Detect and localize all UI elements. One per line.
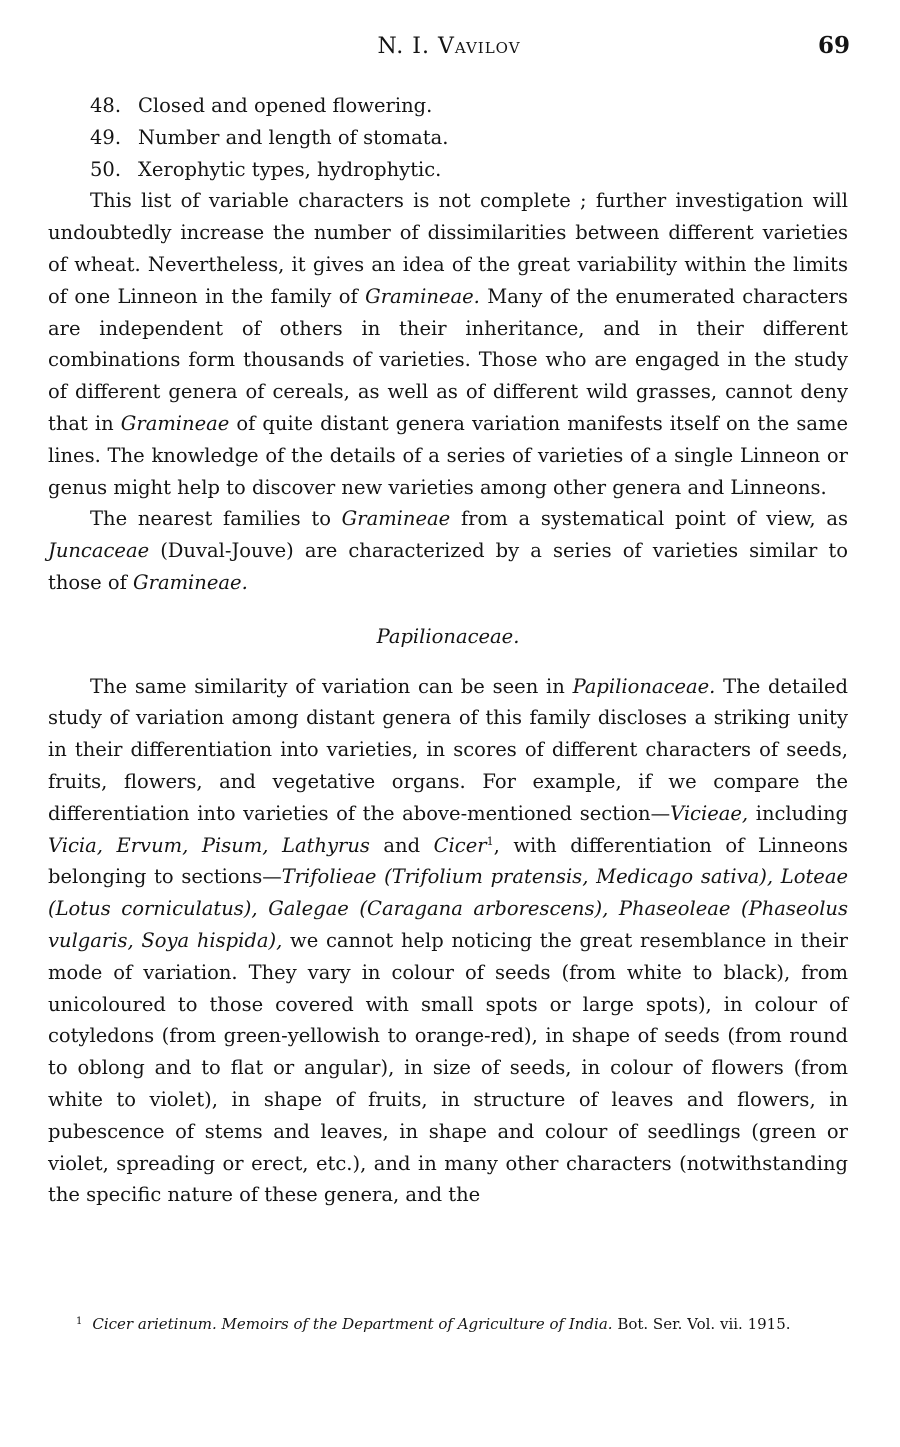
footnote-mark: 1 (76, 1316, 83, 1327)
running-header (48, 30, 850, 70)
list-item: 49. Number and length of stomata. (90, 125, 449, 149)
paragraph-nearest-families: The nearest families to Gramineae from a systematical point of view, as Juncaceae (Duval-Jouve) are characterized by a series of varieties similar to those of Gramineae. (48, 507, 848, 594)
list-item: 48. Closed and opened flowering. (90, 94, 433, 117)
footnote-reference[interactable]: 1 (486, 834, 494, 848)
author-initials: N. I. (377, 34, 438, 59)
author-surname: Vavilov (437, 34, 521, 59)
footnote: $^1$ Cicer arietinum. Memoirs of the Department of Agriculture of India. Bot. Ser. Vol. vii. 1915. (76, 1315, 791, 1333)
paragraph-papilionaceae: The same similarity of variation can be seen in Papilionaceae. The detailed study of variation among distant genera of this family discloses a striking unity in their differentiation into varieties, in scores of different characters of seeds, fruits, flowers, and vegetative organs. For example, if we compare the differentiation into varieties of the above-mentioned section—Vicieae, including Vicia, Ervum, Pisum, Lathyrus and Cicer$^1$, with differentiation of Linneons belonging to sections—Trifolieae (Trifolium pratensis, Medicago sativa), Loteae (Lotus corniculatus), Galegae (Caragana arborescens), Phaseoleae (Phaseolus vulgaris, Soya hispida), we cannot help noticing the great resemblance in their mode of variation. They vary in colour of seeds (from white to black), from unicoloured to those covered with small spots or large spots), in colour of cotyledons (from green-yellowish to orange-red), in shape of seeds (from round to oblong and to flat or angular), in size of seeds, in colour of flowers (from white to violet), in shape of fruits, in structure of leaves and flowers, in pubescence of stems and leaves, in shape and colour of seedlings (green or violet, spreading or erect, etc.), and in many other characters (notwithstanding the specific nature of these genera, and the (48, 674, 848, 1207)
list-item: 50. Xerophytic types, hydrophytic. (90, 157, 442, 181)
page-number: 69 (817, 32, 850, 59)
body-text (48, 90, 848, 1211)
paragraph-variable-characters: This list of variable characters is not complete ; further investigation will undoubtedly increase the number of dissimilarities between different varieties of wheat. Nevertheless, it gives an idea of the great variability within the limits of one Linneon in the family of Gramineae. Many of the enumerated characters are independent of others in their inheritance, and in their different combinations form thousands of varieties. Those who are engaged in the study of different genera of cereals, as well as of different wild grasses, cannot deny that in Gramineae of quite distant genera variation manifests itself on the same lines. The knowledge of the details of a series of varieties of a single Linneon or genus might help to discover new varieties among other genera and Linneons. (48, 189, 848, 499)
author-name (48, 34, 850, 59)
section-heading: Papilionaceae. (376, 624, 520, 648)
